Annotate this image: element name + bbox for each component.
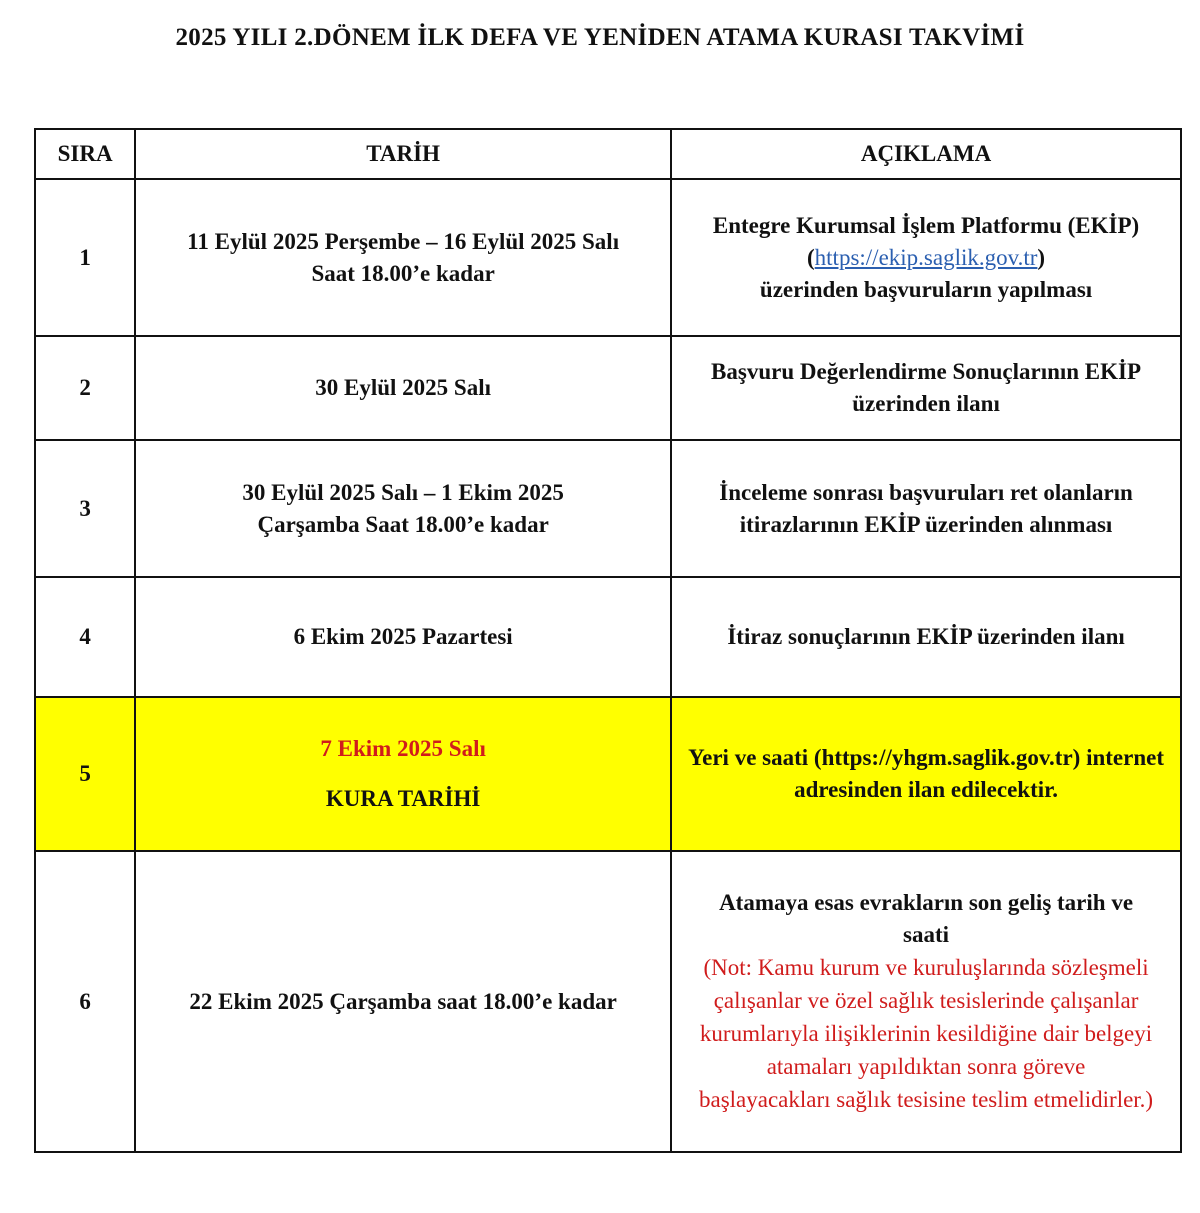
row-description-text: Entegre Kurumsal İşlem Platformu (EKİP) [712,212,1140,238]
row-number: 4 [35,577,135,697]
row-date: 30 Eylül 2025 Salı [135,336,671,440]
row-note: (Not: Kamu kurum ve kuruluşlarında sözleşmeli çalışanlar ve özel sağlık tesislerinde çalışanlar kurumlarıyla ilişiklerinin kesildiğine dair belgeyi atamaları yapıldıktan sonra göreve başlayacakları sağlık tesisine teslim etmelidirler.) [698,955,1154,1112]
table-row [35,336,1181,440]
row-number: 5 [35,697,135,851]
row-description-text-end: üzerinden başvuruların yapılması [759,276,1093,302]
row-description: Başvuru Değerlendirme Sonuçlarının EKİP üzerinden ilanı [671,336,1181,440]
table-row-highlighted [35,697,1181,851]
row-description: Yeri ve saati (https://yhgm.saglik.gov.tr) internet adresinden ilan edilecektir. [671,697,1181,851]
calendar-table [34,128,1182,1153]
link-close-paren: ) [1037,244,1046,270]
link-open-paren: ( [807,244,815,270]
ekip-link[interactable]: https://ekip.saglik.gov.tr [814,244,1038,270]
row-date: 22 Ekim 2025 Çarşamba saat 18.00’e kadar [135,851,671,1152]
header-sira: SIRA [35,129,135,179]
table-header-row [35,129,1181,179]
kura-label: KURA TARİHİ [325,786,481,811]
row-date: 6 Ekim 2025 Pazartesi [135,577,671,697]
row-description: İtiraz sonuçlarının EKİP üzerinden ilanı [671,577,1181,697]
row-date-text: 11 Eylül 2025 Perşembe – 16 Eylül 2025 Salı Saat 18.00’e kadar [187,228,620,286]
row-number: 6 [35,851,135,1152]
row-description: İnceleme sonrası başvuruları ret olanların itirazlarının EKİP üzerinden alınması [671,440,1181,577]
row-number: 3 [35,440,135,577]
row-number: 1 [35,179,135,336]
table-row [35,179,1181,336]
table-row [35,851,1181,1152]
kura-date: 7 Ekim 2025 Salı [320,736,486,761]
table-row [35,440,1181,577]
header-aciklama: AÇIKLAMA [671,129,1181,179]
row-number: 2 [35,336,135,440]
row-date: 30 Eylül 2025 Salı – 1 Ekim 2025 Çarşamba Saat 18.00’e kadar [135,440,671,577]
table-row [35,577,1181,697]
row-description [671,851,1181,1152]
row-date [135,697,671,851]
row-description [671,179,1181,336]
row-date [135,179,671,336]
row-description-text: Atamaya esas evrakların son geliş tarih ve saati [719,890,1134,947]
page-title: 2025 YILI 2.DÖNEM İLK DEFA VE YENİDEN ATAMA KURASI TAKVİMİ [175,24,1025,51]
header-tarih: TARİH [135,129,671,179]
